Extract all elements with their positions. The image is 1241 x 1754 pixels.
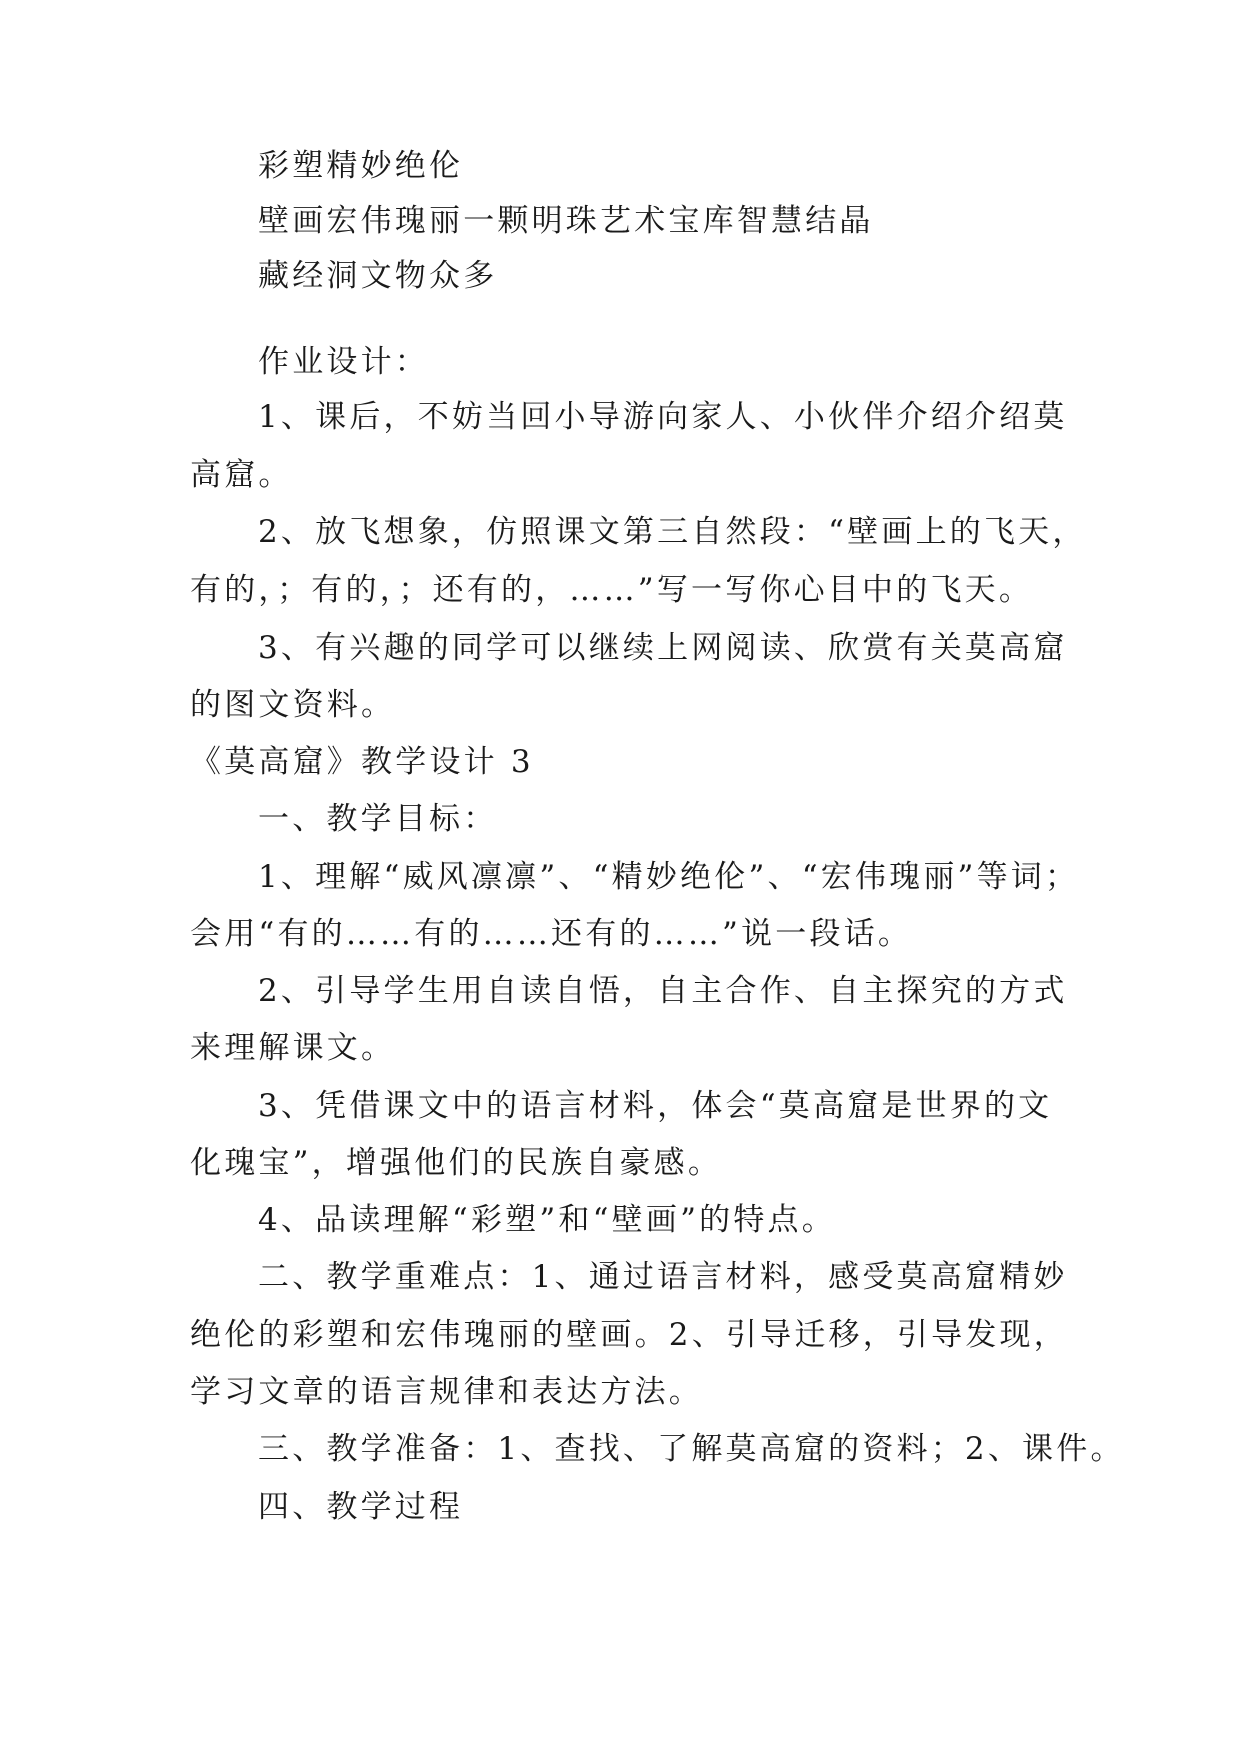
heading-line: 一、教学目标： [258, 801, 498, 837]
paragraph-line: 3、有兴趣的同学可以继续上网阅读、欣赏有关莫高窟 [258, 630, 1068, 666]
paragraph-line: 1、课后，不妨当回小导游向家人、小伙伴介绍介绍莫 [258, 399, 1068, 435]
paragraph-line: 高窟。 [190, 457, 293, 493]
heading-line: 四、教学过程 [258, 1489, 464, 1525]
paragraph-line: 绝伦的彩塑和宏伟瑰丽的壁画。2、引导迁移，引导发现， [190, 1317, 1068, 1353]
paragraph-line: 会用“有的……有的……还有的……”说一段话。 [190, 916, 913, 952]
paragraph-line: 学习文章的语言规律和表达方法。 [190, 1374, 703, 1410]
text-line: 藏经洞文物众多 [258, 258, 498, 294]
section-title: 《莫高窟》教学设计 3 [190, 744, 534, 780]
paragraph-line: 来理解课文。 [190, 1030, 396, 1066]
text-line: 彩塑精妙绝伦 [258, 148, 464, 184]
paragraph-line: 三、教学准备：1、查找、了解莫高窟的资料；2、课件。 [258, 1431, 1125, 1467]
paragraph-line: 3、凭借课文中的语言材料，体会“莫高窟是世界的文 [258, 1088, 1053, 1124]
paragraph-line: 4、品读理解“彩塑”和“壁画”的特点。 [258, 1202, 836, 1238]
paragraph-line: 2、引导学生用自读自悟，自主合作、自主探究的方式 [258, 973, 1068, 1009]
paragraph-line: 化瑰宝”，增强他们的民族自豪感。 [190, 1145, 723, 1181]
paragraph-line: 二、教学重难点：1、通过语言材料，感受莫高窟精妙 [258, 1259, 1068, 1295]
paragraph-line: 的图文资料。 [190, 687, 396, 723]
paragraph-line: 有的，；有的，；还有的，……”写一写你心目中的飞天。 [190, 572, 1034, 608]
text-line: 作业设计： [258, 344, 429, 380]
text-line: 壁画宏伟瑰丽一颗明珠艺术宝库智慧结晶 [258, 203, 874, 239]
paragraph-line: 2、放飞想象，仿照课文第三自然段：“壁画上的飞天， [258, 514, 1087, 550]
paragraph-line: 1、理解“威风凛凛”、“精妙绝伦”、“宏伟瑰丽”等词； [258, 859, 1080, 895]
